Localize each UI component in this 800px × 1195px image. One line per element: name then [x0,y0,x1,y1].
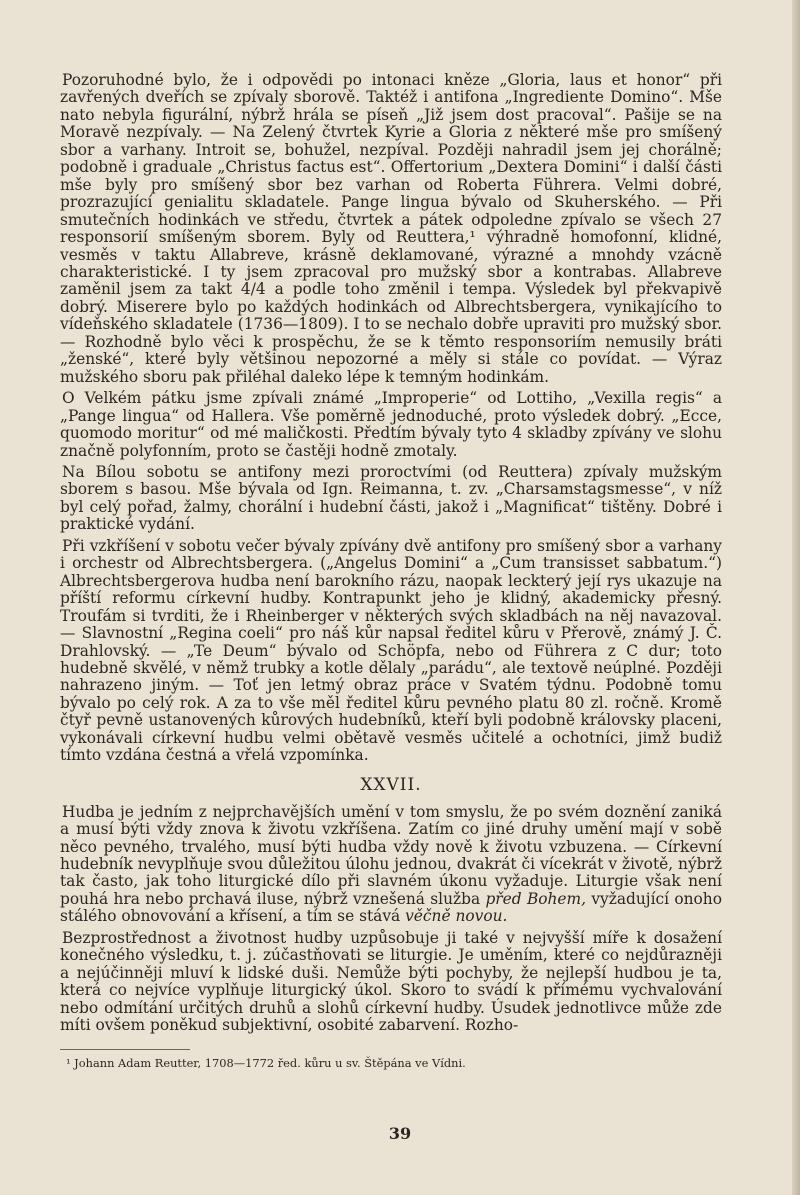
page-body [60,72,722,1070]
paragraph-good-friday: O Velkém pátku jsme zpívali známé „Improperie“ od Lottiho, „Vexilla regis“ a „Pange lingua“ od Hallera. Vše poměrně jednoduché, proto výsledek dobrý. „Ecce, quomodo moritur“ od mé maličkosti. Předtím bývaly tyto 4 skladby zpívány ve slohu značně polyfonním, proto se častěji hodně zmotaly. [60,389,722,460]
paragraph-chapter-first-italic-a: před Bohem, [485,889,587,908]
footnote: ¹ Johann Adam Reutter, 1708—1772 řed. kůru u sv. Štěpána ve Vídni. [66,1055,466,1070]
page-edge-shadow [792,0,800,1195]
paragraph-chapter-second: Bezprostřednost a životnost hudby uzpůsobuje ji také v nejvyšší míře k dosažení konečného výsledku, t. j. zúčastňovati se liturgie. Je uměním, které co nejdůrazněji a nejúčinněji mluví k lidské duši. Nemůže býti pochyby, že nejlepší hudbou je ta, která co nejvíce vyplňuje liturgický úkol. Skoro to svádí k přímému vychvalování nebo odmítání určitých druhů a slohů církevní hudby. Úsudek jednotlivce může zde míti ovšem poněkud subjektivní, osobité zabarvení. Rozho- [60,928,722,1035]
paragraph-chapter-first-text-a: Hudba je jedním z nejprchavějších umění v tom smyslu, že po svém doznění zaniká a musí býti vždy znova k životu vzkříšena. Zatím co jiné druhy umění mají v sobě něco pevného, trvalého, musí býti hudba vždy nově k životu vzbuzena. — Církevní hudebník nevyplňuje svou důležitou úlohu jednou, dvakrát či vícekrát v životě, nýbrž tak často, jak toho liturgické dílo při slavném úkonu vyžaduje. Liturgie však není pouhá hra nebo prchavá iluse, nýbrž vznešená služba [60,802,722,908]
chapter-title: XXVII. [360,774,422,795]
paragraph-chapter-first-text-b: vyžadující onoho stálého obnovování a křísení, a tím se stává [60,889,722,926]
paragraph-resurrection: Při vzkříšení v sobotu večer bývaly zpívány dvě antifony pro smíšený sbor a varhany i orchestr od Albrechtsbergera. („Angelus Domini“ a „Cum transisset sabbatum.“) Albrechtsbergerova hudba není barokního rázu, naopak leckterý její rys ukazuje na příští reformu církevní hudby. Kontrapunkt jeho je klidný, akademicky přesný. Troufám si tvrditi, že i Rheinberger v některých svých skladbách na něj navazoval. — Slavnostní „Regina coeli“ pro náš kůr napsal ředitel kůru v Přerově, známý J. Č. Drahlovský. — „Te Deum“ bývalo od Schöpfa, nebo od Führera z C dur; toto hudebně skvělé, v němž trubky a kotle dělaly „parádu“, ale textově neúplné. Později nahrazeno jiným. — Toť jen letmý obraz práce v Svatém týdnu. Podobně tomu bývalo po celý rok. A za to vše měl ředitel kůru pevného platu 80 zl. ročně. Kromě čtyř pevně ustanovených kůrových hudebníků, kteří byli podobně královsky placeni, vykonávali církevní hudbu velmi obětavě vesměs učitelé a ochotníci, jimž budiž tímto vzdána čestná a vřelá vzpomínka. [60,536,722,765]
paragraph-chapter-first-italic-b: věčně novou. [405,907,508,926]
paragraph-holy-saturday: Na Bílou sobotu se antifony mezi proroctvími (od Reuttera) zpívaly mužským sborem s basou. Mše bývala od Ign. Reimanna, t. zv. „Charsamstagsmesse“, v níž byl celý pořad, žalmy, chorální i hudební části, jakož i „Magnificat“ tištěny. Dobré i praktické vydání. [60,462,722,534]
page-number: 39 [388,1124,412,1143]
footnote-divider [60,1049,190,1050]
paragraph-holy-week-intro: Pozoruhodné bylo, že i odpovědi po intonaci kněze „Gloria, laus et honor“ při zavřených dveřích se zpívaly sborově. Taktéž i antifona „Ingrediente Domino“. Mše nato nebyla figurální, nýbrž hrála se píseň „Již jsem dost pracoval“. Pašije se na Moravě nezpívaly. — Na Zelený čtvrtek Kyrie a Gloria z některé mše pro smíšený sbor a varhany. Introit se, bohužel, nezpíval. Později nahradil jsem jej chorálně; podobně i graduale „Christus factus est“. Offertorium „Dextera Domini“ i další části mše byly pro smíšený sbor bez varhan od Roberta Führera. Velmi dobré, prozrazující genialitu skladatele. Pange lingua bývalo od Skuherského. — Při smutečních hodinkách ve středu, čtvrtek a pátek odpoledne zpívalo se všech 27 responsorií smíšeným sborem. Byly od Reuttera,¹ výhradně homofonní, klidné, vesměs v taktu Allabreve, krásně deklamované, výrazné a mnohdy vzácně charakteristické. I ty jsem zpracoval pro mužský sbor a kontrabas. Allabreve zaměnil jsem za takt 4/4 a podle toho změnil i tempa. Výsledek byl překvapivě dobrý. Miserere bylo po každých hodinkách od Albrechtsbergera, vynikajícího to vídeňského skladatele (1736—1809). I to se nechalo dobře upraviti pro mužský sbor. — Rozhodně bylo věci k prospěchu, že se k těmto responsoriím nemusily bráti „ženské“, které byly většinou nepozorné a měly si stále co povídat. — Výraz mužského sboru pak přiléhal daleko lépe k temným hodinkám. [60,71,722,386]
paragraph-chapter-first [60,804,722,926]
